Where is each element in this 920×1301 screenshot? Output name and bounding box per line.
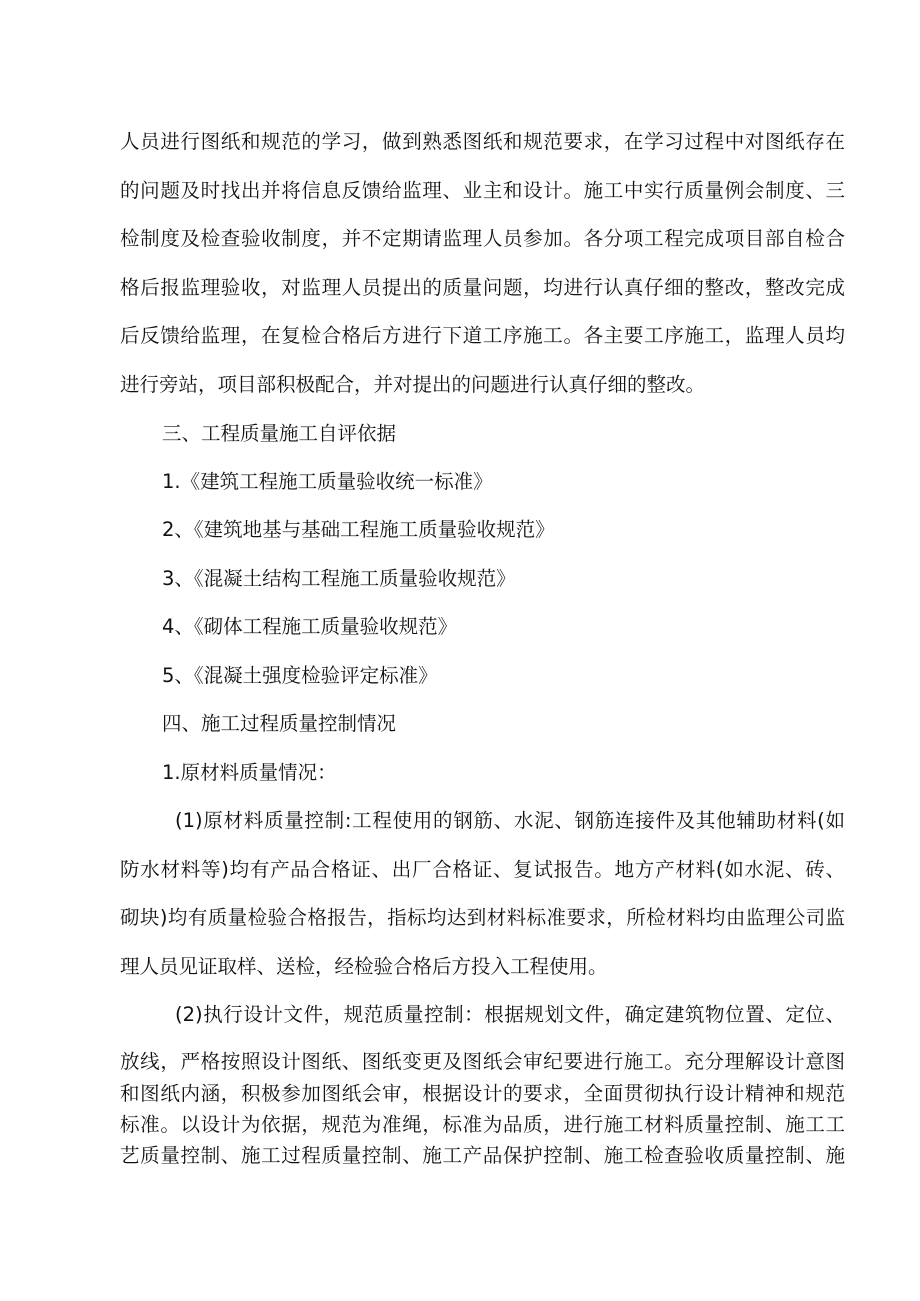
paragraph-line: 后反馈给监理，在复检合格后方进行下道工序施工。各主要工序施工，监理人员均 <box>120 324 845 347</box>
paragraph-line: (2)执行设计文件，规范质量控制：根据规划文件，确定建筑物位置、定位、 <box>175 1003 845 1026</box>
list-item: 2、《建筑地基与基础工程施工质量验收规范》 <box>162 518 555 541</box>
list-item: 3、《混凝土结构工程施工质量验收规范》 <box>162 567 516 590</box>
paragraph-line: 和图纸内涵，积极参加图纸会审，根据设计的要求，全面贯彻执行设计精神和规范 <box>120 1082 845 1105</box>
paragraph-line: 检制度及检查验收制度，并不定期请监理人员参加。各分项工程完成项目部自检合 <box>120 227 845 250</box>
list-item: 5、《混凝土强度检验评定标准》 <box>162 664 438 687</box>
paragraph-line: 理人员见证取样、送检，经检验合格后方投入工程使用。 <box>120 955 608 978</box>
paragraph-line: 艺质量控制、施工过程质量控制、施工产品保护控制、施工检查验收质量控制、施 <box>120 1144 845 1167</box>
paragraph-line: 人员进行图纸和规范的学习，做到熟悉图纸和规范要求，在学习过程中对图纸存在 <box>120 130 845 153</box>
paragraph-line: 进行旁站，项目部积极配合，并对提出的问题进行认真仔细的整改。 <box>120 373 706 396</box>
paragraph-line: 防水材料等)均有产品合格证、出厂合格证、复试报告。地方产材料(如水泥、砖、 <box>120 858 845 881</box>
subsection-heading: 1.原材料质量情况： <box>162 761 337 784</box>
paragraph-line: (1)原材料质量控制:工程使用的钢筋、水泥、钢筋连接件及其他辅助材料(如 <box>175 809 845 832</box>
section-heading: 四、施工过程质量控制情况 <box>162 712 397 735</box>
paragraph-line: 的问题及时找出并将信息反馈给监理、业主和设计。施工中实行质量例会制度、三 <box>120 179 845 202</box>
list-item: 1.《建筑工程施工质量验收统一标准》 <box>162 470 493 493</box>
paragraph-line: 格后报监理验收，对监理人员提出的质量问题，均进行认真仔细的整改，整改完成 <box>120 276 845 299</box>
list-item: 4、《砌体工程施工质量验收规范》 <box>162 615 458 638</box>
paragraph-line: 砌块)均有质量检验合格报告，指标均达到材料标准要求，所检材料均由监理公司监 <box>120 906 845 929</box>
section-heading: 三、工程质量施工自评依据 <box>162 422 397 445</box>
paragraph-line: 标准。以设计为依据，规范为准绳，标准为品质，进行施工材料质量控制、施工工 <box>120 1113 845 1136</box>
paragraph-line: 放线，严格按照设计图纸、图纸变更及图纸会审纪要进行施工。充分理解设计意图 <box>120 1050 845 1073</box>
